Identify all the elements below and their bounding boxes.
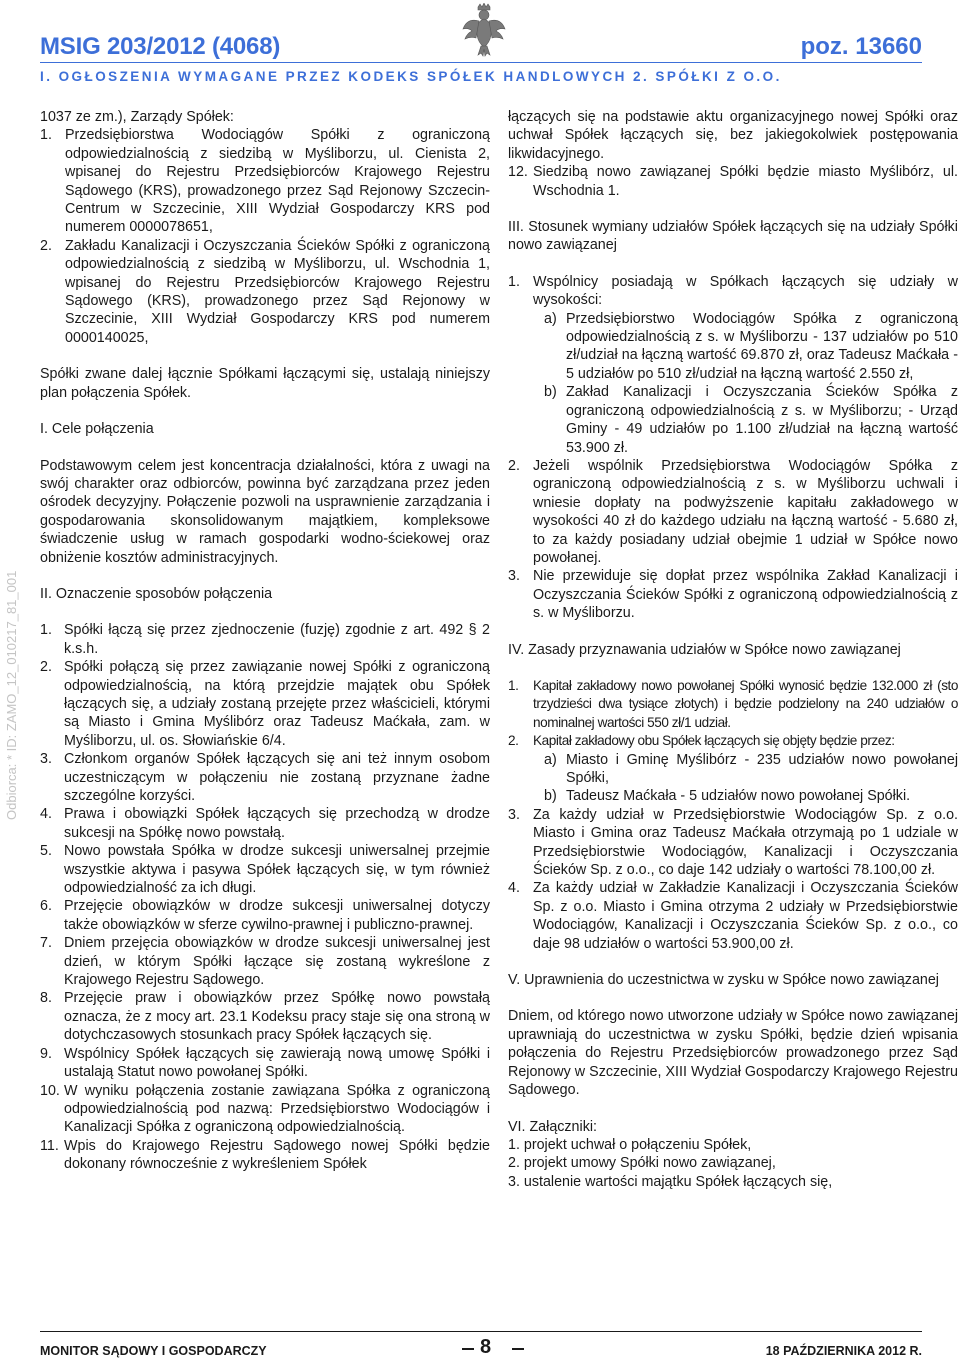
- list-item: 3. Członkom organów Spółek łączących się ani też innym osobom uczestniczącym w połączeniu nie zostaną przyznane żadne szczególne korzyści.: [40, 751, 490, 804]
- left-column: [40, 108, 490, 1174]
- list-item: 2. Spółki połączą się przez zawiązanie nowej Spółki z ograniczoną odpowiedzialnością, na którą przejdzie majątek obu Spółek łączących się, a udziały zostaną przejęte przez właścicieli, którymi są Miasto i Gmina Myślibórz oraz Tadeusz Maćkała, zam. w Myśliborzu, ul. os. Słowiańskie 6/4.: [40, 659, 490, 749]
- list-item: 2. Zakładu Kanalizacji i Oczyszczania Ścieków Spółki z ograniczoną odpowiedzialnością z siedzibą w Myśliborzu, ul. Wschodnia 1, wpisanej do Rejestru Przedsiębiorców Krajowego Rejestru Sądowego (KRS), prowadzonego przez Sąd Rejonowy w Szczecinie, XIII Wydział Gospodarczy KRS pod numerem 0000140025,: [40, 237, 490, 346]
- section-heading: II. Oznaczenie sposobów połączenia: [40, 585, 273, 602]
- list-item: 4. Za każdy udział w Zakładzie Kanalizacji i Oczyszczania Ścieków Sp. z o.o. Miasto i Gmina otrzyma 2 udziały w Przedsiębiorstwie Wodociągów, Kanalizacji i Oczyszczania Ścieków Sp. z o.o., co daje 98 udziałów o wartości 53.900,00 zł.: [508, 880, 958, 952]
- list-item: 10. W wyniku połączenia zostanie zawiązana Spółka z ograniczoną odpowiedzialnością pod nazwą: Przedsiębiorstwo Wodociągów i Kanalizacji Spółka z ograniczoną odpowiedzialnością.: [40, 1082, 490, 1136]
- footer-divider: [40, 1331, 922, 1332]
- page-number: 8: [480, 1336, 492, 1358]
- publication-name: MONITOR SĄDOWY I GOSPODARCZY: [40, 1344, 267, 1358]
- eagle-emblem-icon: [462, 3, 506, 57]
- list-item: 7. Dniem przejęcia obowiązków w drodze sukcesji uniwersalnej jest dzień, w którym Spółki łączące się zostaną wykreślone z Krajowego Rejestru Sądowego.: [40, 935, 490, 989]
- publication-date: 18 PAŹDZIERNIKA 2012 R.: [765, 1344, 922, 1358]
- list-item: 12. Siedzibą nowo zawiązanej Spółki będzie miasto Myślibórz, ul. Wschodnia 1.: [508, 164, 958, 199]
- intro-line: 1037 ze zm.), Zarządy Spółek:: [40, 109, 234, 125]
- section-heading: VI. Załączniki:: [508, 1118, 597, 1135]
- page-dash: [462, 1348, 474, 1350]
- list-item: 8. Przejęcie praw i obowiązków przez Spółkę nowo powstałą oznacza, że z mocy art. 23.1 Kodeksu pracy staje się ona stroną w dotychczasowych stosunkach pracy Spółek łączących się.: [40, 990, 490, 1044]
- sub-list-item: a) Miasto i Gminę Myślibórz - 235 udziałów nowo powołanej Spółki,: [544, 751, 958, 786]
- list-item: 5. Nowo powstała Spółka w drodze sukcesji uniwersalnej przejmie wszystkie aktywa i pasywa Spółek łączących się, w tym również odpowiedzialność za ich długi.: [40, 843, 490, 897]
- sub-list-item: b) Zakład Kanalizacji i Oczyszczania Ścieków Spółka z ograniczoną odpowiedzialnością z s. w Myśliborzu; - Urząd Gminy - 49 udziałów po 1.100 zł/udział na łączną wartość 53.900 zł.: [544, 384, 958, 456]
- header-divider: [40, 62, 922, 63]
- list-item: 1. Kapitał zakładowy nowo powołanej Spółki wynosić będzie 132.000 zł (sto trzydzieści dwa tysiące złotych) i będzie podzielony na 240 udziałów o nominalnej wartości 550 zł/1 udział.: [508, 677, 958, 730]
- section-heading: III. Stosunek wymiany udziałów Spółek łączących się na udziały Spółki nowo zawiązanej: [508, 219, 958, 254]
- sub-list-item: a) Przedsiębiorstwo Wodociągów Spółka z ograniczoną odpowiedzialnością z s. w Myśliborzu - 137 udziałów po 510 zł/udział na łączną wartość 69.870 zł, oraz Tadeusz Maćkała - 5 udziałów po 510 zł/udział na łączną wartość 2.550 zł,: [544, 310, 958, 382]
- list-item: 9. Wspólnicy Spółek łączących się zawierają nową umowę Spółki i ustalają Statut nowo powołanej Spółki.: [40, 1045, 490, 1081]
- list-item: 1. Przedsiębiorstwa Wodociągów Spółki z ograniczoną odpowiedzialnością z siedzibą w Myśliborzu, ul. Cienista 2, wpisanej do Rejestru Przedsiębiorców Krajowego Rejestru Sądowego (KRS), prowadzonego przez Sąd Rejonowy Szczecin-Centrum w Szczecinie, XIII Wydział Gospodarczy KRS pod numerem 0000078651,: [40, 127, 490, 236]
- journal-issue: MSIG 203/2012 (4068): [40, 33, 281, 60]
- list-item: 1. Spółki łączą się przez zjednoczenie (fuzję) zgodnie z art. 492 § 2 k.s.h.: [40, 622, 490, 657]
- position-number: poz. 13660: [800, 33, 922, 60]
- list-item: 3. Nie przewiduje się dopłat przez wspólnika Zakład Kanalizacji i Oczyszczania Ścieków Spółki z ograniczoną odpowiedzialnością z s. w Myśliborzu.: [508, 568, 958, 622]
- sub-list-item: b) Tadeusz Maćkała - 5 udziałów nowo powołanej Spółki.: [544, 788, 911, 805]
- attachment-item: 1. projekt uchwał o połączeniu Spółek,: [508, 1136, 752, 1153]
- paragraph: łączących się na podstawie aktu organizacyjnego nowej Spółki oraz uchwał Spółek łączących się, bez jakiegokolwiek postępowania likwidacyjnego.: [508, 109, 958, 162]
- recipient-id-watermark: Odbiorca: * ID: ZAMO_12_010217_81_001: [4, 570, 19, 820]
- list-item: 3. Za każdy udział w Przedsiębiorstwie Wodociągów Sp. z o.o. Miasto i Gmina oraz Tadeusz Maćkała otrzymają po 1 udziale w Przedsiębiorstwie Wodociągów, Kanalizacji i Oczyszczania Ścieków Sp. z o.o., co daje 142 udziały o wartości 78.100,00 zł.: [508, 806, 958, 879]
- list-item: 4. Prawa i obowiązki Spółek łączących się przechodzą w drodze sukcesji na Spółkę nowo powstałą.: [40, 806, 490, 841]
- list-item: 2. Kapitał zakładowy obu Spółek łączących się objęty będzie przez:: [508, 733, 895, 749]
- list-item: 2. Jeżeli wspólnik Przedsiębiorstwa Wodociągów Spółka z ograniczoną odpowiedzialnością z s. w Myśliborzu uchwali i wniesie dopłaty na podwyższenie kapitału zakładowego w wysokości 40 zł do każdego udziału na łączną wartość - 5.680 zł, to za każdy posiadany udział obejmie 1 udział w Spółce nowo powołanej.: [508, 457, 958, 566]
- paragraph: Podstawowym celem jest koncentracja działalności, która z uwagi na swój charakter oraz odbiorców, powinna być zarządzana przez jeden ośrodek decyzyjny. Połączenie pozwoli na usprawnienie zarządzania i gospodarowania skonsolidowanym majątkiem, kompleksowe świadczenie usług w ramach gospodarki wodno-ściekowej oraz obniżenie kosztów administracyjnych.: [40, 457, 490, 566]
- paragraph: Dniem, od którego nowo utworzone udziały w Spółce nowo zawiązanej uprawniają do uczestnictwa w zysku Spółki, będzie dzień wpisania połączenia do Rejestru Przedsiębiorców prowadzonego przez Sąd Rejonowy w Szczecinie, XIII Wydział Gospodarczy Krajowego Rejestru Sądowego.: [508, 1008, 958, 1099]
- right-column: [508, 108, 958, 1191]
- list-item: 6. Przejęcie obowiązków w drodze sukcesji uniwersalnej dotyczy także obowiązków w sferze cywilno-prawnej i publiczno-prawnej.: [40, 898, 490, 933]
- section-heading: IV. Zasady przyznawania udziałów w Spółce nowo zawiązanej: [508, 641, 901, 658]
- attachment-item: 2. projekt umowy Spółki nowo zawiązanej,: [508, 1155, 776, 1172]
- section-title: I. OGŁOSZENIA WYMAGANE PRZEZ KODEKS SPÓŁEK HANDLOWYCH 2. SPÓŁKI Z O.O.: [40, 69, 782, 84]
- section-heading: V. Uprawnienia do uczestnictwa w zysku w Spółce nowo zawiązanej: [508, 972, 939, 989]
- paragraph: Spółki zwane dalej łącznie Spółkami łączącymi się, ustalają niniejszy plan połączenia Spółek.: [40, 366, 490, 401]
- page-dash: [512, 1348, 524, 1350]
- section-heading: I. Cele połączenia: [40, 421, 154, 438]
- attachment-item: 3. ustalenie wartości majątku Spółek łączących się,: [508, 1173, 833, 1190]
- list-item: 1. Wspólnicy posiadają w Spółkach łączących się udziały w wysokości:: [508, 273, 958, 309]
- list-item: 11. Wpis do Krajowego Rejestru Sądowego nowej Spółki będzie dokonany równocześnie z wykreśleniem Spółek: [40, 1137, 490, 1173]
